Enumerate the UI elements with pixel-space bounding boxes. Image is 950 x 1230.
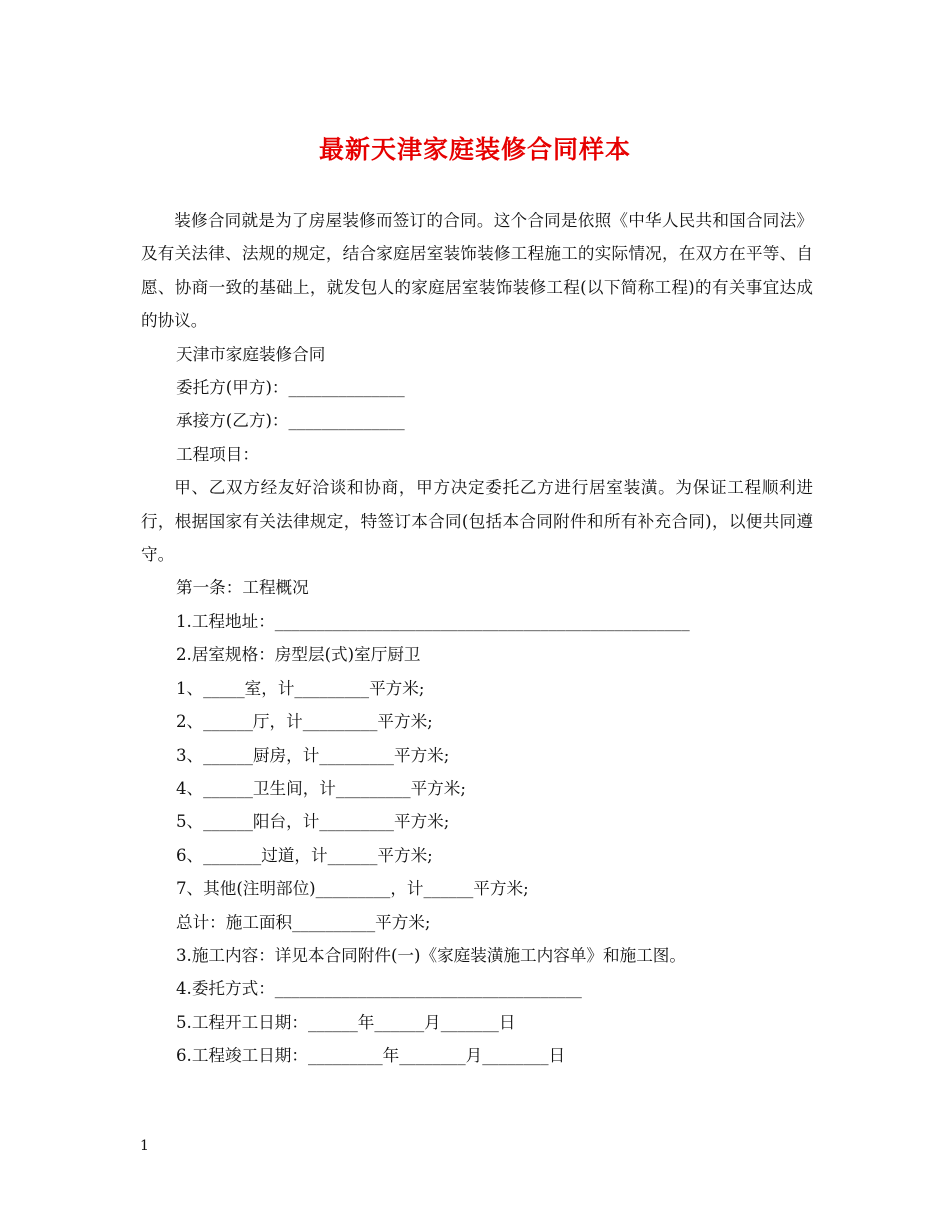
room-area-line: 1、_____室，计_________平方米; xyxy=(176,678,425,698)
article-one-heading: 第一条：工程概况 xyxy=(176,578,309,598)
balcony-area-line: 5、______阳台，计_________平方米; xyxy=(176,812,450,832)
party-a-line: 委托方(甲方)：______________ xyxy=(176,378,405,398)
project-line: 工程项目： xyxy=(176,444,259,464)
corridor-area-line: 6、_______过道，计______平方米; xyxy=(176,845,433,865)
completion-date-line: 6.工程竣工日期：_________年________月________日 xyxy=(176,1046,566,1066)
page-number: 1 xyxy=(140,1138,149,1154)
party-b-line: 承接方(乙方)：______________ xyxy=(176,411,405,431)
contract-name-line: 天津市家庭装修合同 xyxy=(176,344,326,364)
total-area-line: 总计：施工面积__________平方米; xyxy=(176,912,431,932)
commission-method-line: 4.委托方式：_____________________________________ xyxy=(176,979,582,999)
hall-area-line: 2、______厅，计_________平方米; xyxy=(176,712,433,732)
room-spec-line: 2.居室规格：房型层(式)室厅厨卫 xyxy=(176,645,421,665)
document-title: 最新天津家庭装修合同样本 xyxy=(318,135,631,164)
agreement-paragraph: 甲、乙双方经友好洽谈和协商，甲方决定委托乙方进行居室装潢。为保证工程顺利进行，根据国家有关法律规定，特签订本合同(包括本合同附件和所有补充合同)，以便共同遵守。 xyxy=(141,478,813,565)
kitchen-area-line: 3、______厨房，计_________平方米; xyxy=(176,745,450,765)
other-area-line: 7、其他(注明部位)_________，计______平方米; xyxy=(176,879,529,899)
document-body xyxy=(141,204,813,1073)
bathroom-area-line: 4、______卫生间，计_________平方米; xyxy=(176,778,466,798)
project-address-line: 1.工程地址：__________________________________________________ xyxy=(176,611,690,631)
start-date-line: 5.工程开工日期：______年______月_______日 xyxy=(176,1012,516,1032)
intro-paragraph: 装修合同就是为了房屋装修而签订的合同。这个合同是依照《中华人民共和国合同法》及有关法律、法规的规定，结合家庭居室装饰装修工程施工的实际情况，在双方在平等、自愿、协商一致的基础上，就发包人的家庭居室装饰装修工程(以下简称工程)的有关事宜达成的协议。 xyxy=(141,211,813,331)
construction-content-line: 3.施工内容：详见本合同附件(一)《家庭装潢施工内容单》和施工图。 xyxy=(176,945,686,965)
